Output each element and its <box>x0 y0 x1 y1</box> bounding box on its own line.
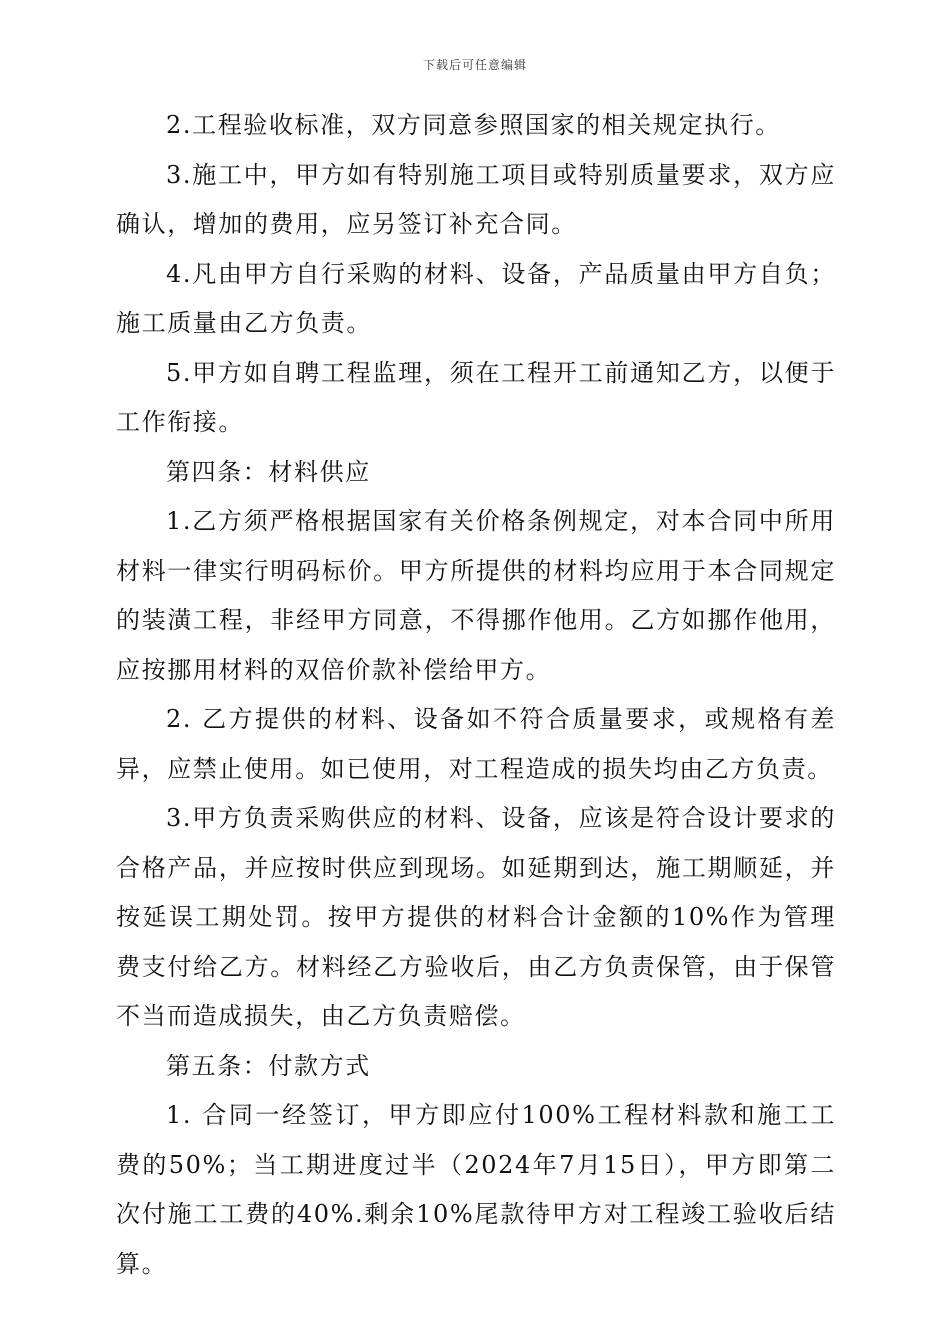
clause-3-item-2: 2.工程验收标准，双方同意参照国家的相关规定执行。 <box>166 111 781 139</box>
section-heading-clause-4: 第四条：材料供应 <box>166 457 371 486</box>
clause-4-item-1: 1.乙方须严格根据国家有关价格条例规定，对本合同中所用材料一律实行明码标价。甲方所提供的材料均应用于本合同规定的装潢工程，非经甲方同意，不得挪作他用。乙方如挪作他用，应按挪用材料的双倍价款补偿给甲方。 <box>116 507 836 684</box>
clause-3-item-5: 5.甲方如自聘工程监理，须在工程开工前通知乙方，以便于工作衔接。 <box>116 358 836 436</box>
clause-3-item-4: 4.凡由甲方自行采购的材料、设备，产品质量由甲方自负；施工质量由乙方负责。 <box>116 259 836 337</box>
clause-4-item-2: 2. 乙方提供的材料、设备如不符合质量要求，或规格有差异，应禁止使用。如已使用，对工程造成的损失均由乙方负责。 <box>116 705 836 783</box>
section-heading-clause-5: 第五条：付款方式 <box>166 1051 371 1080</box>
clause-3-item-3: 3.施工中，甲方如有特别施工项目或特别质量要求，双方应确认，增加的费用，应另签订补充合同。 <box>116 160 836 238</box>
page-header-note: 下载后可任意编辑 <box>422 58 527 72</box>
clause-5-item-1: 1. 合同一经签订，甲方即应付100%工程材料款和施工工费的50%；当工期进度过半（2024年7月15日），甲方即第二次付施工工费的40%.剩余10%尾款待甲方对工程竣工验收后结算。 <box>116 1101 836 1278</box>
document-body <box>116 101 836 1289</box>
clause-4-item-3: 3.甲方负责采购供应的材料、设备，应该是符合设计要求的合格产品，并应按时供应到现场。如延期到达，施工期顺延，并按延误工期处罚。按甲方提供的材料合计金额的10%作为管理费支付给乙方。材料经乙方验收后，由乙方负责保管，由于保管不当而造成损失，由乙方负责赔偿。 <box>116 804 836 1030</box>
